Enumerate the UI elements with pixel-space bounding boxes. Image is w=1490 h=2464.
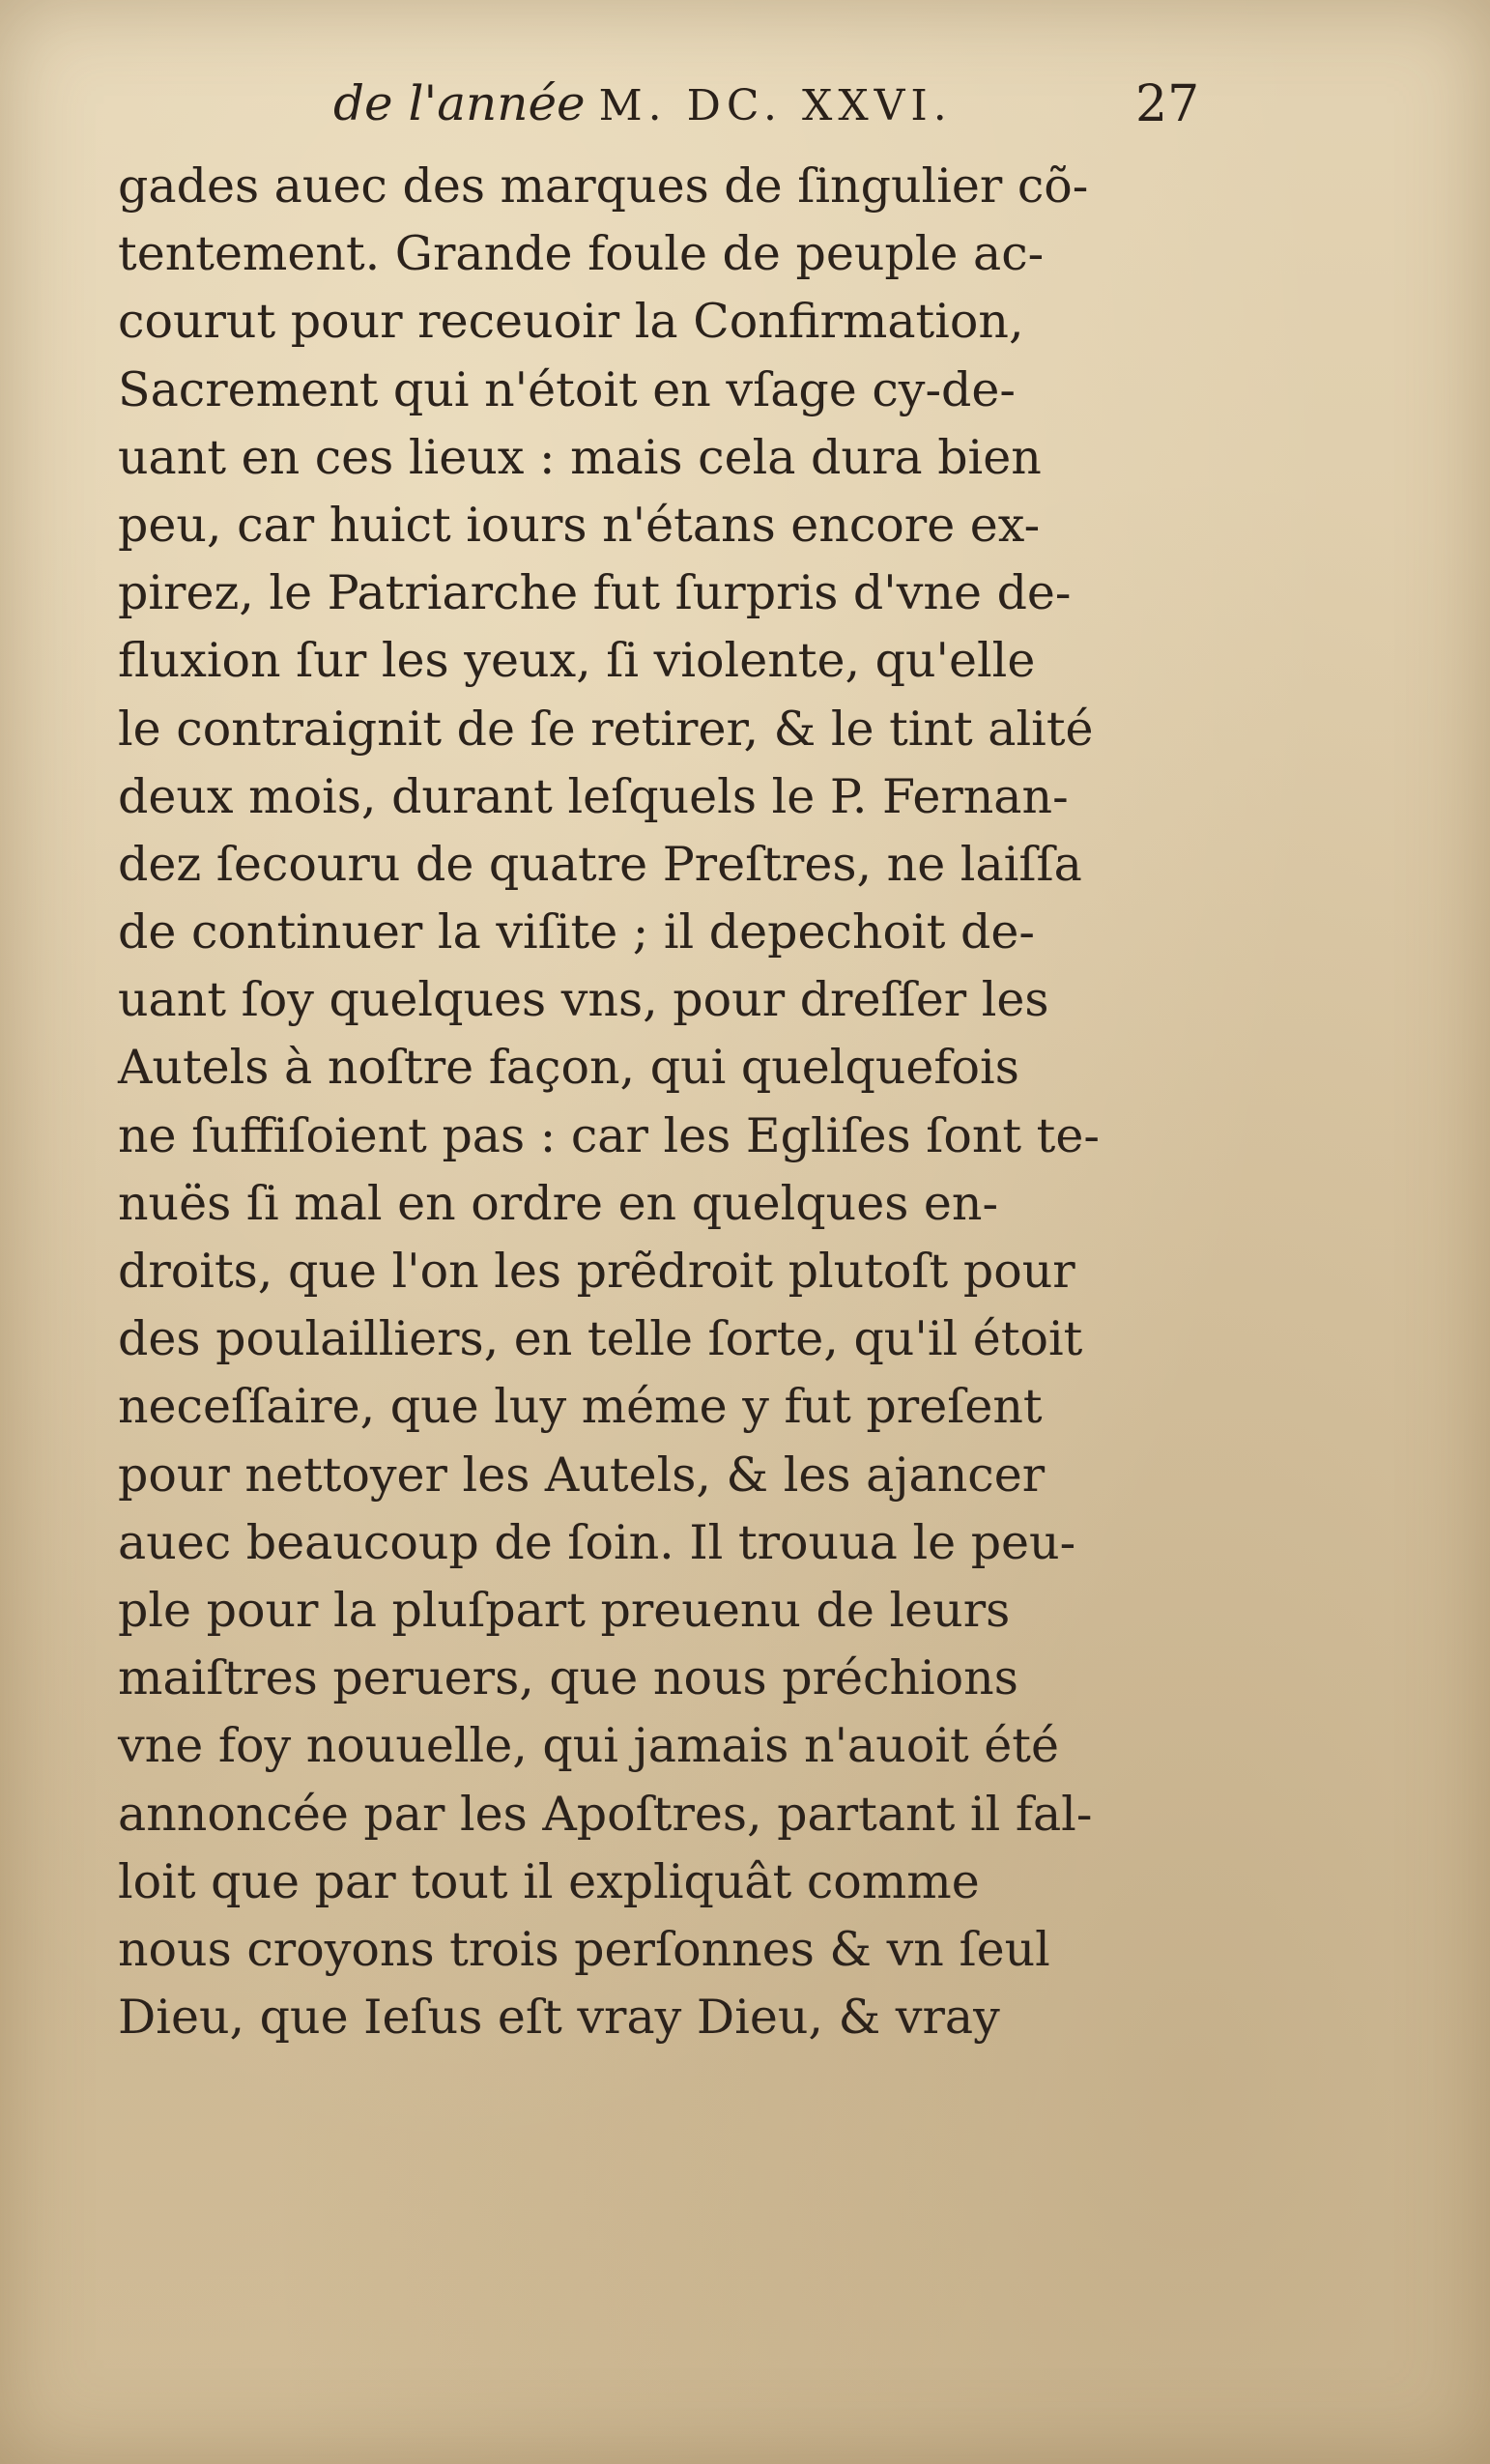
text-line: droits, que l'on les prẽdroit plutoſt pour: [118, 1244, 1075, 1299]
text-line: Sacrement qui n'étoit en vſage cy-de-: [118, 361, 1016, 417]
text-line: uant en ces lieux : mais cela dura bien: [118, 429, 1042, 485]
page-number: 27: [1135, 75, 1200, 133]
text-line: maiſtres peruers, que nous préchions: [118, 1650, 1018, 1706]
text-line: neceſſaire, que luy méme y fut preſent: [118, 1379, 1043, 1435]
text-line: pour nettoyer les Autels, & les ajancer: [118, 1447, 1046, 1503]
text-line: fluxion ſur les yeux, ſi violente, qu'elle: [118, 633, 1036, 689]
text-line: Dieu, que Ieſus eſt vray Dieu, & vray: [118, 1990, 1000, 2046]
text-line: nuës ſi mal en ordre en quelques en-: [118, 1175, 999, 1231]
text-line: gades auec des marques de ſingulier cõ-: [118, 158, 1089, 214]
running-head-year: M. DC. XXVI.: [598, 81, 953, 130]
text-line: auec beaucoup de ſoin. Il trouua le peu-: [118, 1514, 1076, 1570]
text-line: ne ſuffiſoient pas : car les Egliſes ſont te-: [118, 1107, 1100, 1163]
text-line: le contraignit de ſe retirer, & le tint alité: [118, 701, 1094, 757]
text-line: deux mois, durant leſquels le P. Fernan-: [118, 768, 1069, 824]
text-line: Autels à noſtre façon, qui quelquefois: [118, 1040, 1019, 1096]
text-line: de continuer la viſite ; il depechoit de-: [118, 904, 1035, 960]
text-line: annoncée par les Apoſtres, partant il fal-: [118, 1786, 1093, 1842]
text-line: ple pour la pluſpart preuenu de leurs: [118, 1582, 1011, 1638]
text-line: uant ſoy quelques vns, pour dreſſer les: [118, 972, 1049, 1028]
text-line: peu, car huict iours n'étans encore ex-: [118, 497, 1041, 553]
running-head: [333, 75, 1203, 153]
text-line: vne foy nouuelle, qui jamais n'auoit été: [118, 1718, 1059, 1774]
text-line: des poulailliers, en telle ſorte, qu'il étoit: [118, 1311, 1083, 1367]
text-line: dez ſecouru de quatre Preſtres, ne laiſſa: [118, 836, 1082, 892]
text-line: pirez, le Patriarche fut ſurpris d'vne de-: [118, 565, 1072, 621]
text-line: nous croyons trois perſonnes & vn ſeul: [118, 1921, 1050, 1977]
body-text: [118, 153, 1229, 2051]
text-line: loit que par tout il expliquât comme: [118, 1853, 980, 1909]
text-line: tentement. Grande foule de peuple ac-: [118, 226, 1045, 282]
running-head-italic: de l'année: [333, 75, 586, 131]
text-line: courut pour receuoir la Confirmation,: [118, 294, 1024, 350]
